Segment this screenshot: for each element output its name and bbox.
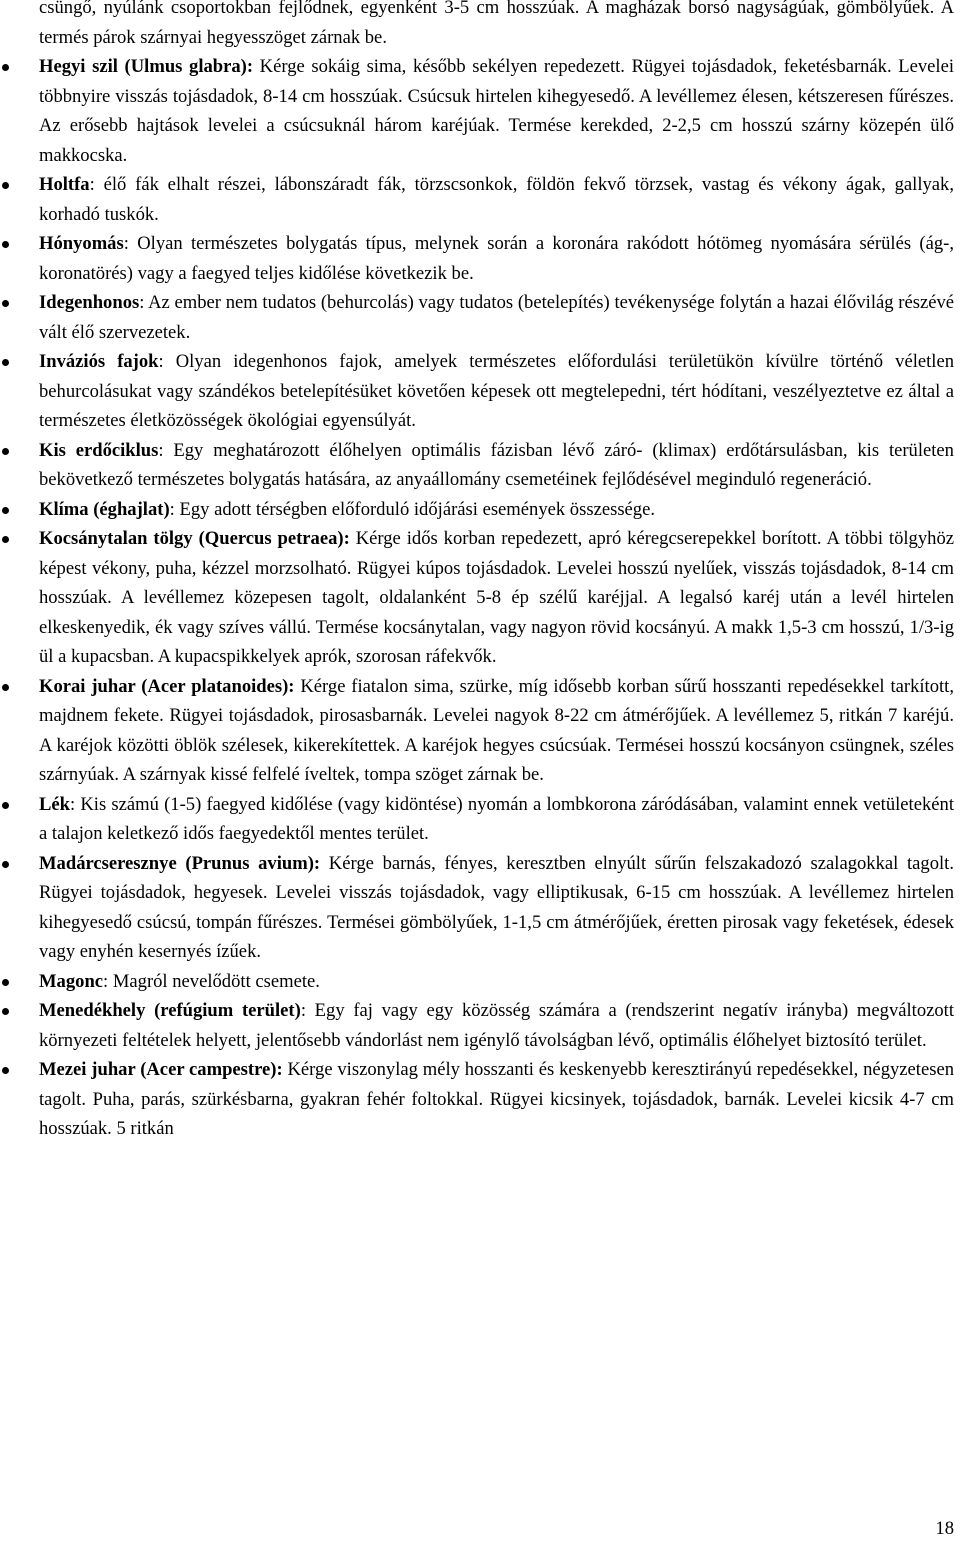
bullet-icon xyxy=(2,536,9,543)
entry-term: Madárcseresznye (Prunus avium): xyxy=(39,852,321,874)
glossary-entry xyxy=(0,524,954,672)
bullet-icon xyxy=(2,979,9,986)
entry-text: Kérge idős korban repedezett, apró kéregcserepekkel borított. A többi tölgyhöz képest vékony, puha, kézzel morzsolható. Rügyei kúpos tojásdadok. Levelei hosszú nyelűek, visszás tojásdadok, 8-14 cm hosszúak. A levéllemez közepesen tagolt, oldalanként 5-8 ép szélű karéjjal. A legalsó karéj után a levél hirtelen elkeskenyedik, ék vagy szíves vállú. Termése kocsánytalan, vagy nagyon rövid kocsányú. A makk 1,5-3 cm hosszú, 1/3-ig ül a kupacsban. A kupacspikkelyek aprók, szorosan ráfekvők. xyxy=(39,528,955,667)
entry-term: Lék xyxy=(39,793,70,815)
entry-text: : Olyan természetes bolygatás típus, melynek során a koronára rakódott hótömeg nyomására sérülés (ág-, koronatörés) vagy a faegyed teljes kidőlése következik be. xyxy=(39,233,954,284)
glossary-entry xyxy=(0,996,954,1055)
entry-text: : Olyan idegenhonos fajok, amelyek természetes előfordulási területükön kívülre történő véletlen behurcolásukat vagy szándékos betelepítésüket követően képesek ott megtelepedni, tért hódítani, veszélyeztetve ez által a természetes életközösségek ökológiai egyensúlyát. xyxy=(39,351,954,431)
entry-term: Kis erdőciklus xyxy=(39,439,159,461)
entry-text: Kérge fiatalon sima, szürke, míg idősebb korban sűrű hosszanti repedésekkel tarkított, majdnem fekete. Rügyei tojásdadok, pirosasbarnák. Levelei nagyok 8-22 cm átmérőjűek. A levéllemez 5, ritkán 7 karéjú. A karéjok közötti öblök szélesek, kikerekítettek. A karéjok hegyes csúcsúak. Termései hosszú kocsányon csüngnek, széles szárnyúak. A szárnyak kissé felfelé íveltek, tompa szöget zárnak be. xyxy=(39,675,954,785)
glossary-list xyxy=(0,52,954,1144)
bullet-icon xyxy=(2,300,9,307)
entry-term: Korai juhar (Acer platanoides): xyxy=(39,675,295,697)
entry-text: : Magról nevelődött csemete. xyxy=(103,970,320,992)
entry-term: Inváziós fajok xyxy=(39,351,159,372)
glossary-entry xyxy=(0,672,954,790)
entry-term: Idegenhonos xyxy=(39,292,140,313)
glossary-entry xyxy=(0,170,954,229)
entry-term: Klíma (éghajlat) xyxy=(39,498,170,520)
entry-text: : Az ember nem tudatos (behurcolás) vagy tudatos (betelepítés) tevékenysége folytán a hazai élővilág részévé vált élő szervezetek. xyxy=(39,292,954,343)
bullet-icon xyxy=(2,448,9,455)
glossary-entry xyxy=(0,967,954,997)
entry-term: Magonc xyxy=(39,970,104,992)
intro-paragraph: csüngő, nyúlánk csoportokban fejlődnek, egyenként 3-5 cm hosszúak. A magházak borsó nagyságúak, gömbölyűek. A termés párok szárnyai hegyesszöget zárnak be. xyxy=(39,0,954,48)
bullet-icon xyxy=(2,684,9,691)
bullet-icon xyxy=(2,182,9,189)
glossary-entry xyxy=(0,790,954,849)
entry-term: Holtfa xyxy=(39,174,90,195)
entry-text: Kérge viszonylag mély hosszanti és keskenyebb keresztirányú repedésekkel, négyzetesen tagolt. Puha, parás, szürkésbarna, gyakran fehér foltokkal. Rügyei kicsinyek, tojásdadok, barnák. Levelei kicsik 4-7 cm hosszúak. 5 ritkán xyxy=(39,1059,954,1139)
bullet-icon xyxy=(2,359,9,366)
entry-term: Menedékhely (refúgium terület) xyxy=(39,1000,301,1021)
bullet-icon xyxy=(2,64,9,71)
page-number: 18 xyxy=(935,1518,954,1539)
glossary-entry xyxy=(0,1055,954,1144)
entry-term: Hónyomás xyxy=(39,233,124,254)
entry-text: : élő fák elhalt részei, lábonszáradt fák, törzscsonkok, földön fekvő törzsek, vastag és vékony ágak, gallyak, korhadó tuskók. xyxy=(39,174,954,225)
bullet-icon xyxy=(2,241,9,248)
entry-term: Mezei juhar (Acer campestre): xyxy=(39,1059,283,1080)
glossary-entry xyxy=(0,229,954,288)
glossary-entry xyxy=(0,288,954,347)
entry-text: Kérge sokáig sima, később sekélyen repedezett. Rügyei tojásdadok, feketésbarnák. Levelei többnyire visszás tojásdadok, 8-14 cm hosszúak. Csúcsuk hirtelen kihegyesedő. A levéllemez élesen, kétszeresen fűrészes. Az erősebb hajtások levelei a csúcsuknál három karéjúak. Termése kerekded, 2-2,5 cm hosszú szárny közepén ülő makkocska. xyxy=(39,56,954,166)
entry-text: Kérge barnás, fényes, keresztben elnyúlt sűrűn felszakadozó szalagokkal tagolt. Rügyei tojásdadok, hegyesek. Levelei visszás tojásdadok, vagy elliptikusak, 6-15 cm hosszúak. A levéllemez hirtelen kihegyesedő csúcsú, tompán fűrészes. Termései gömbölyűek, 1-1,5 cm átmérőjűek, éretten pirosak vagy feketések, édesek vagy enyhén kesernyés ízűek. xyxy=(39,852,954,962)
entry-text: : Egy faj vagy egy közösség számára a (rendszerint negatív irányba) megváltozott környezeti feltételek helyett, jelentősebb vándorlást nem igénylő távolságban lévő, optimális élőhelyet biztosító terület. xyxy=(39,1000,954,1051)
entry-term: Kocsánytalan tölgy (Quercus petraea): xyxy=(39,528,350,549)
bullet-icon xyxy=(2,507,9,514)
bullet-icon xyxy=(2,861,9,868)
glossary-entry xyxy=(0,495,954,525)
glossary-entry xyxy=(0,849,954,967)
entry-term: Hegyi szil (Ulmus glabra): xyxy=(39,56,254,77)
entry-text: : Egy adott térségben előforduló időjárási események összessége. xyxy=(169,498,656,520)
glossary-entry xyxy=(0,52,954,170)
glossary-entry xyxy=(0,436,954,495)
bullet-icon xyxy=(2,1067,9,1074)
bullet-icon xyxy=(2,802,9,809)
entry-text: : Egy meghatározott élőhelyen optimális fázisban lévő záró- (klimax) erdőtársulásban, kis területen bekövetkező természetes bolygatás hatására, az anyaállomány csemetéinek fejlődésével meginduló regeneráció. xyxy=(39,439,954,490)
entry-text: : Kis számú (1-5) faegyed kidőlése (vagy kidöntése) nyomán a lombkorona záródásában, valamint ennek vetületeként a talajon keletkező idős faegyedektől mentes terület. xyxy=(39,793,954,844)
glossary-entry xyxy=(0,347,954,436)
bullet-icon xyxy=(2,1008,9,1015)
